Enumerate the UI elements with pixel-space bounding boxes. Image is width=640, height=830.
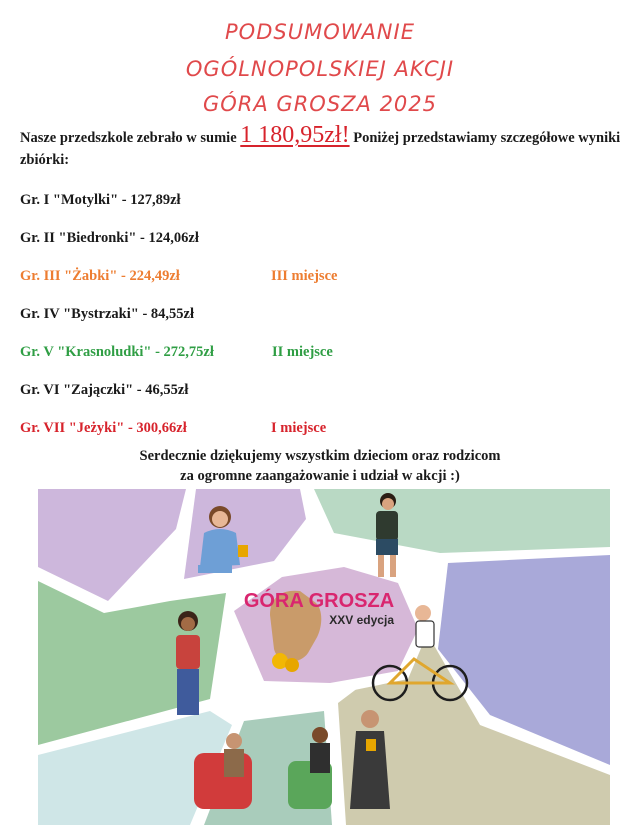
total-amount: 1 180,95zł! [240,122,350,148]
group-7-result: Gr. VII "Jeżyki" - 300,66zł [20,420,187,436]
group-2-result: Gr. II "Biedronki" - 124,06zł [20,230,199,246]
thanks-line-1: Serdecznie dziękujemy wszystkim dzieciom oraz rodzicom [139,448,501,464]
title-line-2: OGÓLNOPOLSKIEJ AKCJI [185,57,455,81]
coin-icon [285,658,299,672]
intro-text-after: Poniżej przedstawiamy szczegółowe wyniki zbiórki: [20,130,621,168]
group-5-result: Gr. V "Krasnoludki" - 272,75zł [20,344,214,360]
intro-text-before: Nasze przedszkole zebrało w sumie [20,130,241,146]
group-3-result: Gr. III "Żabki" - 224,49zł [20,268,180,284]
group-4-result: Gr. IV "Bystrzaki" - 84,55zł [20,306,194,322]
group-3-place: III miejsce [271,268,338,284]
title-line-1: PODSUMOWANIE [225,20,415,44]
logo-subtitle: XXV edycja [329,613,394,627]
campaign-poster [38,489,610,825]
group-5-place: II miejsce [272,344,333,360]
title-line-3: GÓRA GROSZA 2025 [202,92,438,116]
thanks-line-2: za ogromne zaangażowanie i udział w akcji :) [180,468,460,484]
intro-paragraph [20,124,625,171]
group-7-place: I miejsce [271,420,327,436]
group-6-result: Gr. VI "Zajączki" - 46,55zł [20,382,189,398]
logo-title: GÓRA GROSZA [243,590,395,612]
thanks-message [0,446,640,486]
group-1-result: Gr. I "Motylki" - 127,89zł [20,192,181,208]
